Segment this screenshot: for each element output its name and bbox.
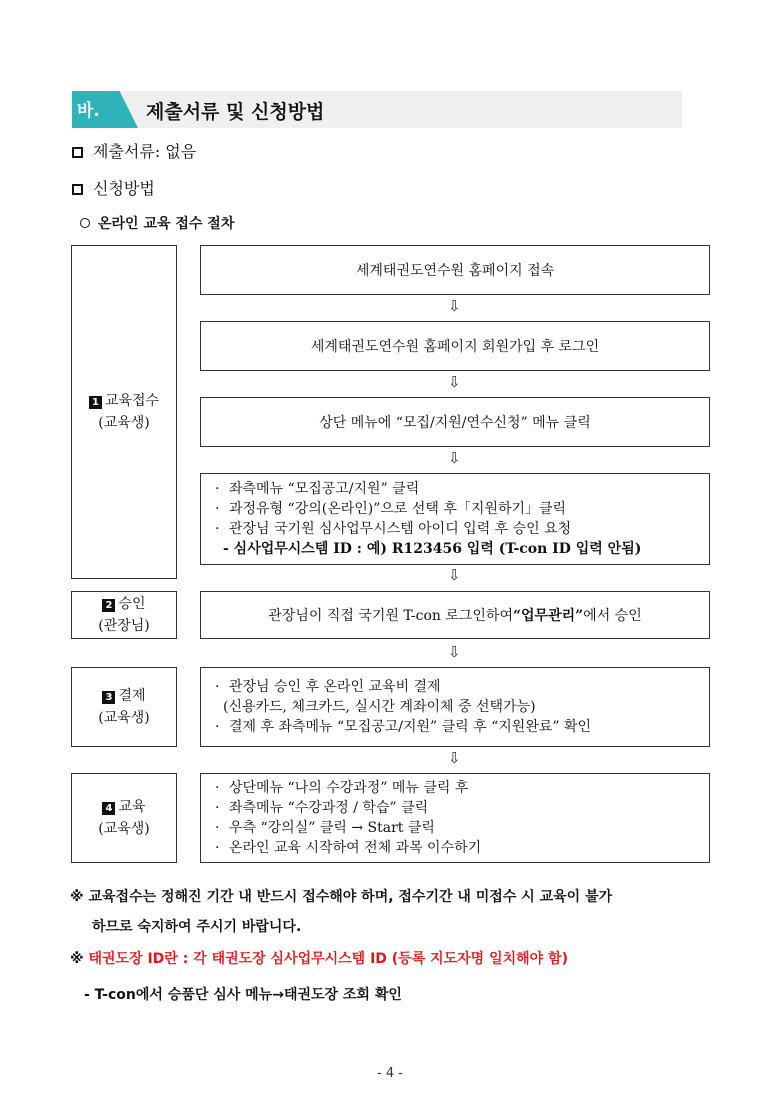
down-arrow-icon: ⇩	[448, 297, 461, 315]
list-item: · 과정유형 “강의(온라인)”으로 선택 후「지원하기」클릭	[215, 501, 567, 517]
procedure-heading: 온라인 교육 접수 절차	[80, 213, 234, 233]
list-item: · 온라인 교육 시작하여 전체 과목 이수하기	[215, 840, 482, 856]
list-item: · 관장님 국기원 심사업무시스템 아이디 입력 후 승인 요청	[215, 521, 572, 537]
step-number-badge: 2	[102, 599, 115, 612]
down-arrow-icon: ⇩	[448, 566, 461, 584]
documents-line: 제출서류: 없음	[72, 139, 196, 162]
note-registration-period: ※ 교육접수는 정해진 기간 내 반드시 접수해야 하며, 접수기간 내 미접수 시 교육이 불가	[70, 889, 613, 905]
list-item: · 관장님 승인 후 온라인 교육비 결제	[215, 679, 441, 695]
section-badge-label: 바.	[77, 101, 100, 121]
list-item: · 좌측메뉴 “수강과정 / 학습” 클릭	[215, 800, 429, 816]
circle-bullet-icon	[80, 218, 90, 228]
list-item-id-instruction: - 심사업무시스템 ID : 예) R123456 입력 (T-con ID 입력 안됨)	[223, 541, 642, 557]
page-number: - 4 -	[377, 1066, 403, 1081]
down-arrow-icon: ⇩	[448, 749, 461, 767]
flow-box-signup-login: 세계태권도연수원 홈페이지 회원가입 후 로그인	[200, 321, 710, 371]
down-arrow-icon: ⇩	[448, 373, 461, 391]
down-arrow-icon: ⇩	[448, 449, 461, 467]
step-box-4: 4 교육 (교육생)	[71, 773, 177, 863]
list-item: · 상단메뉴 “나의 수강과정” 메뉴 클릭 후	[215, 780, 469, 796]
flow-box-apply	[200, 473, 710, 565]
flow-box-visit-site: 세계태권도연수원 홈페이지 접속	[200, 245, 710, 295]
step-number-badge: 3	[102, 691, 115, 704]
list-item: · 좌측메뉴 “모집공고/지원” 클릭	[215, 481, 420, 497]
flow-box-payment	[200, 667, 710, 747]
step-box-3: 3 결제 (교육생)	[71, 667, 177, 747]
note-registration-period-cont: 하므로 숙지하여 주시기 바랍니다.	[92, 919, 302, 935]
step-number-badge: 1	[89, 396, 102, 409]
list-item: · 결제 후 좌측메뉴 “모집공고/지원” 클릭 후 “지원완료” 확인	[215, 719, 592, 735]
checkbox-square-icon	[72, 184, 83, 195]
list-item: (신용카드, 체크카드, 실시간 계좌이체 중 선택가능)	[223, 699, 536, 715]
step-box-1: 1 교육접수 (교육생)	[71, 245, 177, 579]
checkbox-square-icon	[72, 147, 83, 158]
step-number-badge: 4	[102, 802, 115, 815]
down-arrow-icon: ⇩	[448, 643, 461, 661]
step-box-2: 2 승인 (관장님)	[71, 591, 177, 639]
flow-box-approval: 관장님이 직접 국기원 T-con 로그인하여 “업무관리” 에서 승인	[200, 591, 710, 639]
flow-box-menu-click: 상단 메뉴에 “모집/지원/연수신청” 메뉴 클릭	[200, 397, 710, 447]
note-dojang-id: ※ 태권도장 ID란 : 각 태권도장 심사업무시스템 ID (등록 지도자명 일치해야 함)	[70, 951, 568, 967]
flow-box-education	[200, 773, 710, 863]
section-title: 제출서류 및 신청방법	[146, 101, 325, 123]
list-item: · 우측 “강의실” 클릭 → Start 클릭	[215, 820, 435, 836]
note-tcon-check: - T-con에서 승품단 심사 메뉴→태권도장 조회 확인	[84, 987, 402, 1003]
method-line: 신청방법	[72, 176, 155, 199]
